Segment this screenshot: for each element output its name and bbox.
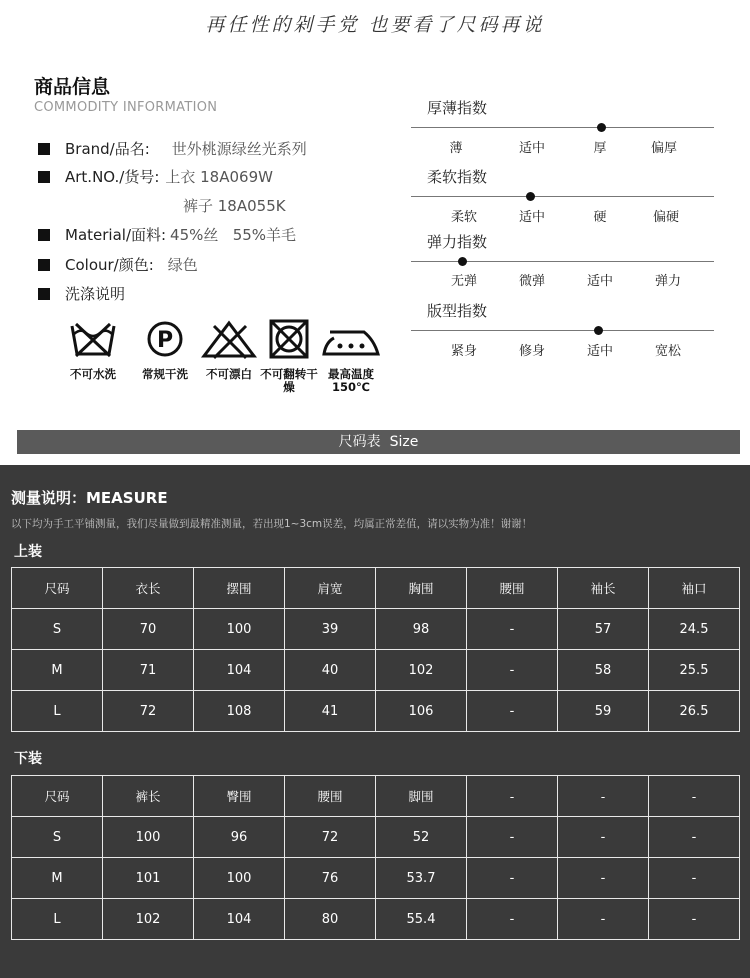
table-cell: 96 — [194, 817, 285, 858]
table-header-cell: 尺码 — [12, 568, 103, 609]
index-title-thickness: 厚薄指数 — [427, 99, 488, 117]
table-cell: S — [12, 609, 103, 650]
index-option: 弹力 — [654, 274, 681, 289]
table-row — [12, 691, 740, 732]
table-header-cell: 衣长 — [103, 568, 194, 609]
table-header-cell: 尺码 — [12, 776, 103, 817]
table-header-cell: 肩宽 — [285, 568, 376, 609]
index-marker — [597, 123, 606, 132]
care-no-bleach — [196, 318, 262, 381]
table-cell: 55.4 — [376, 899, 467, 940]
index-option: 硬 — [593, 210, 607, 225]
table-cell: 70 — [103, 609, 194, 650]
index-option: 微弹 — [518, 274, 545, 289]
info-value: 绿色 — [167, 256, 198, 274]
table-header-cell: 脚围 — [376, 776, 467, 817]
care-no-water-wash — [60, 318, 126, 381]
info-row-material — [38, 224, 296, 245]
index-title-elasticity: 弹力指数 — [427, 233, 488, 251]
info-value: 裤子 18A055K — [183, 197, 286, 215]
table-header-cell: - — [649, 776, 740, 817]
table-cell: 108 — [194, 691, 285, 732]
index-scale-line — [411, 330, 714, 331]
care-label: 常规干洗 — [142, 367, 188, 381]
table-header-cell: 袖长 — [558, 568, 649, 609]
table-row — [12, 899, 740, 940]
table-cell: 100 — [194, 609, 285, 650]
index-scale-line — [411, 196, 714, 197]
svg-text:P: P — [156, 328, 174, 353]
slogan-text: 再任性的剁手党 也要看了尺码再说 — [205, 14, 545, 36]
info-value: 45%丝 55%羊毛 — [170, 226, 297, 244]
info-label: Brand/品名: — [65, 140, 150, 158]
table-cell: 72 — [285, 817, 376, 858]
table-cell: 104 — [194, 650, 285, 691]
table-header-cell: 胸围 — [376, 568, 467, 609]
index-option: 适中 — [586, 274, 613, 289]
index-option: 无弹 — [450, 274, 477, 289]
table-cell: - — [467, 899, 558, 940]
table-header-row — [12, 776, 740, 817]
table-cell: 26.5 — [649, 691, 740, 732]
table-cell: L — [12, 691, 103, 732]
bottoms-title: 下装 — [14, 751, 42, 767]
table-cell: M — [12, 858, 103, 899]
info-row-brand — [38, 138, 307, 159]
care-no-tumble — [256, 318, 322, 394]
table-cell: L — [12, 899, 103, 940]
info-row-colour — [38, 254, 198, 275]
commodity-title: 商品信息 — [34, 76, 111, 98]
care-label: 不可漂白 — [206, 367, 252, 381]
table-header-cell: 腰围 — [285, 776, 376, 817]
index-marker — [458, 257, 467, 266]
size-chart-banner: 尺码表 Size — [17, 430, 740, 454]
table-cell: - — [558, 817, 649, 858]
table-cell: 71 — [103, 650, 194, 691]
table-cell: 80 — [285, 899, 376, 940]
bullet-icon — [38, 229, 50, 241]
no-water-wash-icon — [66, 318, 120, 360]
bullet-icon — [38, 143, 50, 155]
care-iron — [318, 318, 384, 394]
table-cell: - — [467, 609, 558, 650]
table-cell: 57 — [558, 609, 649, 650]
info-row-artno-2 — [183, 195, 286, 216]
table-cell: - — [467, 691, 558, 732]
index-title-softness: 柔软指数 — [427, 168, 488, 186]
index-marker — [526, 192, 535, 201]
table-cell: - — [649, 899, 740, 940]
table-header-cell: - — [467, 776, 558, 817]
bullet-icon — [38, 259, 50, 271]
table-cell: 72 — [103, 691, 194, 732]
index-scale-line — [411, 261, 714, 262]
table-cell: - — [649, 858, 740, 899]
measurement-section — [0, 465, 750, 978]
info-label: Art.NO./货号: — [65, 168, 160, 186]
table-row — [12, 817, 740, 858]
index-option: 厚 — [593, 141, 607, 156]
table-row — [12, 650, 740, 691]
table-cell: 58 — [558, 650, 649, 691]
care-dry-clean — [132, 318, 198, 381]
measure-note: 以下均为手工平铺测量，我们尽量做到最精准测量，若出现1~3cm误差，均属正常差值，请以实物为准！谢谢！ — [11, 518, 533, 530]
table-cell: 40 — [285, 650, 376, 691]
table-cell: - — [467, 650, 558, 691]
index-option: 适中 — [518, 210, 545, 225]
table-header-row — [12, 568, 740, 609]
table-cell: M — [12, 650, 103, 691]
table-cell: - — [467, 858, 558, 899]
index-marker — [594, 326, 603, 335]
dry-clean-p-icon — [138, 318, 192, 360]
table-cell: 98 — [376, 609, 467, 650]
bullet-icon — [38, 171, 50, 183]
table-cell: 101 — [103, 858, 194, 899]
table-cell: 104 — [194, 899, 285, 940]
table-cell: 24.5 — [649, 609, 740, 650]
index-option: 适中 — [586, 344, 613, 359]
table-cell: 102 — [376, 650, 467, 691]
table-cell: 100 — [194, 858, 285, 899]
index-option: 偏厚 — [650, 141, 677, 156]
care-label: 不可水洗 — [70, 367, 116, 381]
care-label: 不可翻转干燥 — [260, 367, 318, 394]
tops-title: 上装 — [14, 544, 42, 560]
table-cell: 100 — [103, 817, 194, 858]
table-cell: 102 — [103, 899, 194, 940]
info-value: 世外桃源绿丝光系列 — [171, 140, 307, 158]
table-cell: - — [467, 817, 558, 858]
table-cell: 106 — [376, 691, 467, 732]
commodity-subtitle: COMMODITY INFORMATION — [34, 100, 218, 115]
no-tumble-dry-icon — [262, 318, 316, 360]
index-option: 宽松 — [654, 344, 681, 359]
table-header-cell: 臀围 — [194, 776, 285, 817]
table-cell: 76 — [285, 858, 376, 899]
no-bleach-icon — [200, 318, 258, 360]
table-cell: 53.7 — [376, 858, 467, 899]
index-option: 柔软 — [450, 210, 477, 225]
measure-title: 测量说明：MEASURE — [11, 489, 168, 507]
care-label: 最高温度150℃ — [328, 367, 374, 394]
table-cell: - — [558, 899, 649, 940]
table-cell: 52 — [376, 817, 467, 858]
info-label: Material/面料: — [65, 226, 167, 244]
info-row-artno — [38, 166, 273, 187]
info-label: Colour/颜色: — [65, 256, 154, 274]
index-option: 紧身 — [450, 344, 477, 359]
index-option: 修身 — [518, 344, 545, 359]
tops-size-table — [11, 567, 740, 732]
bullet-icon — [38, 288, 50, 300]
table-header-cell: - — [558, 776, 649, 817]
table-cell: 41 — [285, 691, 376, 732]
table-cell: S — [12, 817, 103, 858]
index-scale-line — [411, 127, 714, 128]
info-row-wash — [38, 283, 125, 304]
table-header-cell: 摆围 — [194, 568, 285, 609]
iron-max-temp-icon — [320, 318, 382, 360]
index-option: 偏硬 — [652, 210, 679, 225]
bottoms-size-table — [11, 775, 740, 940]
table-cell: 59 — [558, 691, 649, 732]
table-row — [12, 609, 740, 650]
info-value: 上衣 18A069W — [165, 168, 273, 186]
table-row — [12, 858, 740, 899]
table-cell: 39 — [285, 609, 376, 650]
table-cell: - — [649, 817, 740, 858]
info-label: 洗涤说明 — [65, 285, 126, 303]
table-header-cell: 袖口 — [649, 568, 740, 609]
table-header-cell: 腰围 — [467, 568, 558, 609]
table-cell: 25.5 — [649, 650, 740, 691]
table-header-cell: 裤长 — [103, 776, 194, 817]
index-option: 薄 — [449, 141, 463, 156]
index-option: 适中 — [518, 141, 545, 156]
table-cell: - — [558, 858, 649, 899]
index-title-fit: 版型指数 — [427, 302, 488, 320]
